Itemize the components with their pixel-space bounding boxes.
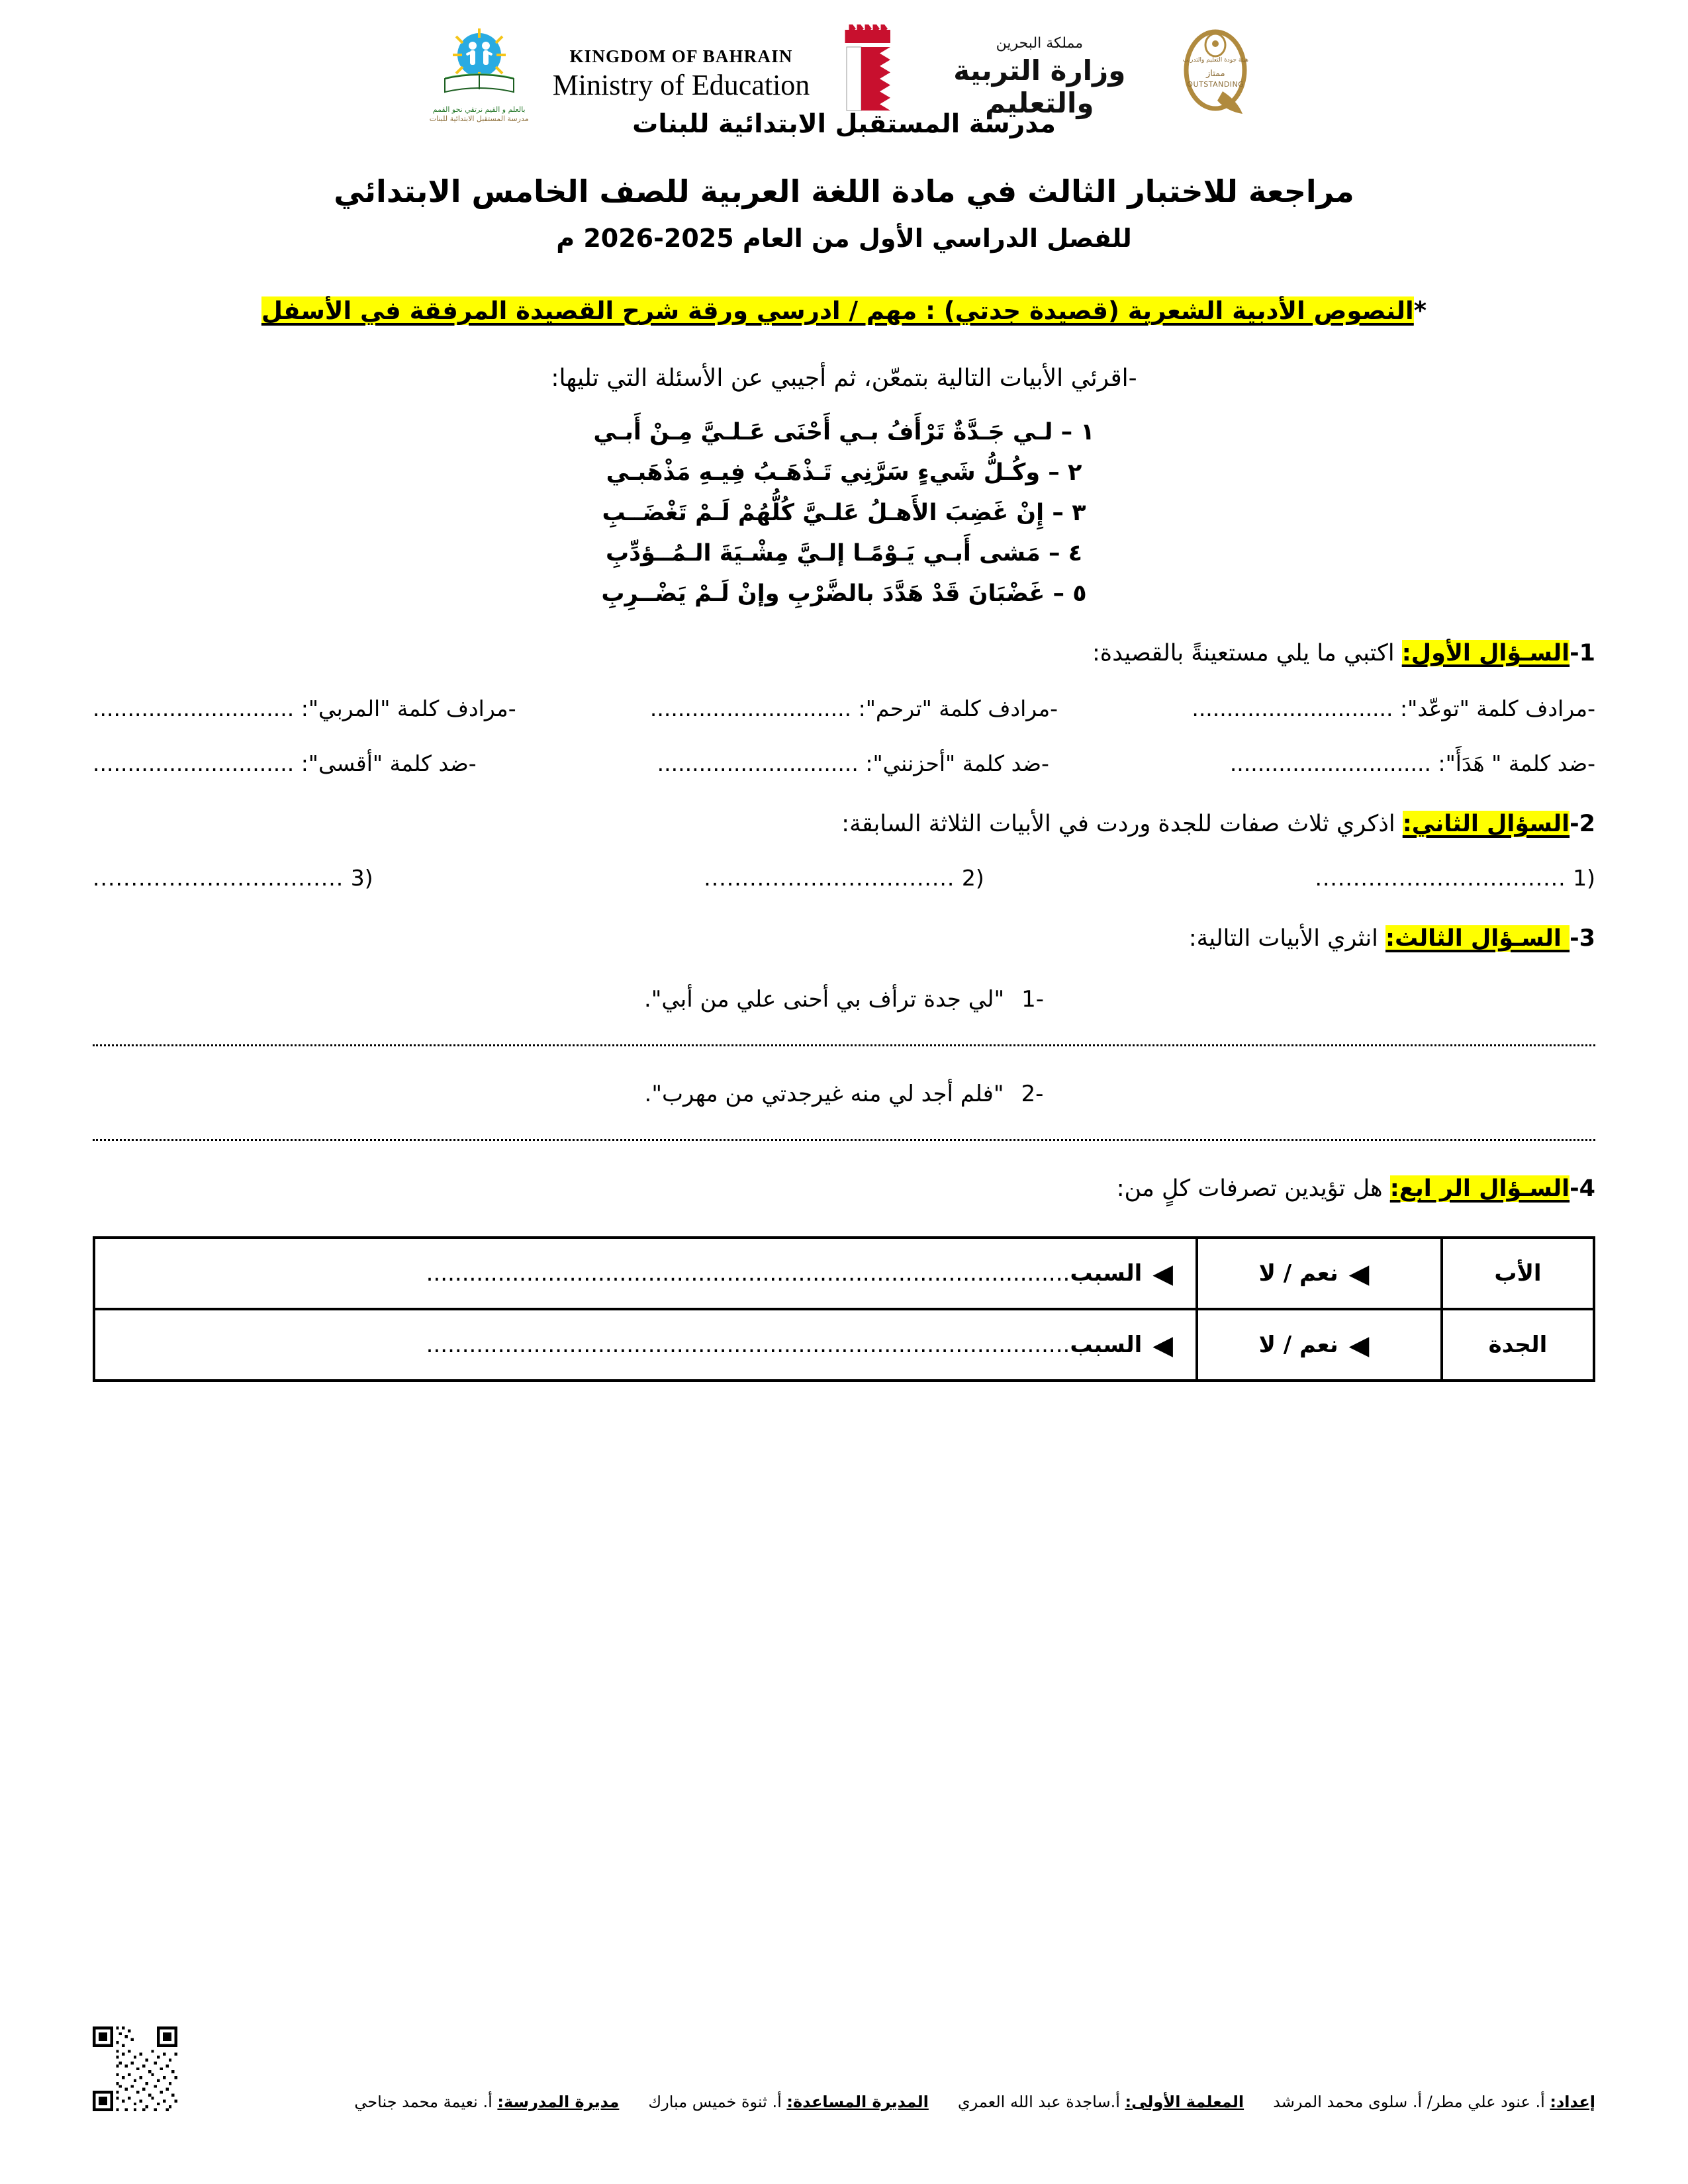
table-cell-reason[interactable] (94, 1238, 1197, 1309)
answer-line[interactable] (93, 1138, 1595, 1141)
school-name-heading: مدرسة المستقبل الابتدائية للبنات (632, 109, 1056, 139)
question-3-label: السـؤال الثالث: (1385, 925, 1570, 952)
synonym-blank[interactable] (650, 696, 1058, 721)
antonym-prompt: -ضد كلمة " هَدَأَ": (1431, 751, 1595, 776)
footer-credit-label: مديرة المدرسة: (497, 2093, 620, 2111)
school-crest-logo (423, 24, 536, 124)
question-2-answer-slots (93, 865, 1595, 891)
table-cell-reason[interactable] (94, 1309, 1197, 1381)
table-row (94, 1238, 1594, 1309)
yesno-choice[interactable]: نعم / لا (1258, 1259, 1338, 1287)
antonym-blank[interactable] (1230, 751, 1595, 776)
answer-dots: .......................................................................................... (426, 1331, 1070, 1358)
item-text: "لي جدة ترأف بي أحنى علي من أبي". (643, 986, 1005, 1013)
question-1-heading (93, 640, 1595, 666)
poem-verse: ٣ – إِنْ غَضِبَ الأَهـلُ عَلـيَّ كُلُّهُمْ لَـمْ تَغْضَــبِ (602, 500, 1086, 526)
synonym-prompt: -مرادف كلمة "المربي": (294, 696, 516, 721)
footer-credit-value: أ. ثنوة خميس مبارك (648, 2093, 787, 2111)
poem-verse: ٢ – وكُـلُّ شَيءٍ سَرَّنِي تَـذْهَـبُ فِيـهِ مَذْهَبـي (606, 459, 1082, 486)
poem-block (93, 421, 1595, 606)
quality-badge-arabic: ممتاز (1205, 68, 1225, 79)
synonyms-row (93, 696, 1595, 721)
ministry-arabic-wordmark (930, 24, 1149, 124)
table-row (94, 1309, 1594, 1381)
page-title: مراجعة للاختبار الثالث في مادة اللغة العربية للصف الخامس الابتدائي (334, 173, 1354, 209)
question-3-item (93, 1081, 1595, 1107)
antonym-blank[interactable] (93, 751, 477, 776)
left-arrow-icon: ◀ (1152, 1330, 1173, 1361)
slot-number: (1 (1573, 865, 1595, 891)
table-cell-yesno[interactable] (1197, 1309, 1442, 1381)
answer-dots: ............................. (1229, 751, 1432, 776)
reading-instruction: -اقرئي الأبيات التالية بتمعّن، ثم أجيبي عن الأسئلة التي تليها: (551, 365, 1137, 392)
question-1-label: السـؤال الأول: (1401, 640, 1570, 666)
open-book-icon (440, 28, 519, 100)
footer-credit-label: إعداد: (1550, 2093, 1595, 2111)
qr-code-icon[interactable] (93, 2026, 177, 2111)
question-2-number: 2- (1570, 811, 1595, 837)
answer-slot[interactable] (93, 865, 373, 891)
question-2-heading (93, 811, 1595, 837)
left-arrow-icon: ◀ (1152, 1258, 1173, 1289)
question-3-number: 3- (1570, 925, 1595, 952)
yesno-choice[interactable]: نعم / لا (1258, 1331, 1338, 1358)
table-cell-subject: الجدة (1442, 1309, 1594, 1381)
reason-label: السبب (1070, 1259, 1143, 1287)
antonym-blank[interactable] (657, 751, 1049, 776)
question-4-heading (93, 1175, 1595, 1202)
question-3-body: انثري الأبيات التالية: (1188, 925, 1385, 952)
slot-number: (3 (350, 865, 373, 891)
kingdom-of-bahrain-text: KINGDOM OF BAHRAIN (569, 46, 793, 67)
section-note (93, 296, 1595, 325)
slot-number: (2 (961, 865, 984, 891)
answer-dots: ............................. (657, 751, 859, 776)
poem-verse: ٤ – مَشى أَبـي يَـوْمًـا إلـيَّ مِشْـيَةَ الـمُــؤدِّبِ (605, 540, 1083, 567)
answer-dots: ................................. (704, 865, 955, 891)
section-note-highlighted: النصوص الأدبية الشعرية (قصيدة جدتي) : مهم / ادرسي ورقة شرح القصيدة المرفقة في الأسفل (261, 296, 1414, 325)
question-4-body: هل تؤيدين تصرفات كلٍ من: (1116, 1175, 1390, 1202)
question-2-body: اذكري ثلاث صفات للجدة وردت في الأبيات الثلاثة السابقة: (841, 811, 1403, 837)
ministry-of-education-text: Ministry of Education (552, 68, 810, 101)
table-cell-yesno[interactable] (1197, 1238, 1442, 1309)
question-1-number: 1- (1570, 640, 1595, 666)
page-subtitle: للفصل الدراسي الأول من العام 2025-2026 م (556, 224, 1132, 253)
question-3-heading (93, 925, 1595, 952)
question-4-label: السـؤال الر ابع: (1389, 1175, 1570, 1202)
quality-badge-english: OUTSTANDING (1187, 79, 1244, 89)
footer-credit-entry (648, 2093, 929, 2111)
left-arrow-icon: ◀ (1348, 1330, 1370, 1361)
poem-verse: ٥ – غَضْبَانَ قَدْ هَدَّدَ بالضَّرْبِ وإنْ لَـمْ يَضْــرِبِ (601, 580, 1087, 607)
synonym-blank[interactable] (93, 696, 516, 721)
answer-dots: ................................. (1315, 865, 1566, 891)
footer-credit-label: المعلمة الأولى: (1125, 2093, 1244, 2111)
header-logo-band (93, 0, 1595, 125)
poem-verse: ١ – لـي جَـدَّةٌ تَرْأَفُ بـي أَحْنَى عَـلـيَّ مِـنْ أَبـي (593, 419, 1095, 445)
answer-dots: ............................. (93, 696, 295, 721)
crest-caption-line2: مدرسة المستقبل الابتدائية للبنات (429, 114, 529, 123)
footer (93, 2026, 1595, 2111)
section-note-asterisk: * (1413, 296, 1427, 325)
item-text: "فلم أجد لي منه غيرجدتي من مهرب". (644, 1081, 1004, 1107)
answer-dots: ................................. (93, 865, 344, 891)
footer-credit-value: أ. نعيمة محمد جناحي (354, 2093, 498, 2111)
quality-badge-text (1166, 57, 1265, 89)
answer-dots: ............................. (1192, 696, 1393, 721)
crest-caption-line1: بالعلم و القيم نرتقي نحو القمم (432, 105, 526, 114)
item-number: -1 (1021, 986, 1045, 1013)
answer-slot[interactable] (1315, 865, 1595, 891)
reason-label: السبب (1070, 1331, 1143, 1358)
question-1-body: اكتبي ما يلي مستعينةً بالقصيدة: (1092, 640, 1402, 666)
synonym-blank[interactable] (1192, 696, 1595, 721)
footer-credit-entry (1273, 2093, 1595, 2111)
bahrain-flag-crest-icon (827, 24, 913, 124)
ministry-of-education-arabic: وزارة التربية والتعليم (953, 54, 1126, 119)
item-number: -2 (1021, 1081, 1044, 1107)
synonym-prompt: -مرادف كلمة "توعّد": (1393, 696, 1595, 721)
footer-credit-entry (958, 2093, 1244, 2111)
answer-dots: ............................. (93, 751, 295, 776)
footer-credit-entry (354, 2093, 619, 2111)
table-cell-subject: الأب (1442, 1238, 1594, 1309)
question-2-label: السؤال الثاني: (1402, 811, 1570, 837)
footer-credit-label: المديرة المساعدة: (786, 2093, 929, 2111)
answer-line[interactable] (93, 1043, 1595, 1046)
footer-credit-value: أ.ساجدة عبد الله العمري (957, 2093, 1125, 2111)
answer-dots: .......................................................................................... (426, 1259, 1070, 1287)
question-4-number: 4- (1570, 1175, 1595, 1202)
ministry-english-wordmark (553, 47, 810, 101)
answer-dots: ............................. (649, 696, 852, 721)
antonym-prompt: -ضد كلمة "أقسى": (294, 751, 477, 776)
quality-authority-name: هيئة جودة التعليم والتدريب (1182, 57, 1248, 64)
synonym-prompt: -مرادف كلمة "ترحم": (851, 696, 1058, 721)
antonyms-row (93, 751, 1595, 776)
question-3-item (93, 986, 1595, 1013)
footer-credits (354, 2093, 1595, 2111)
footer-credit-value: أ. عنود علي مطر/ أ. سلوى محمد المرشد (1273, 2093, 1550, 2111)
answer-slot[interactable] (704, 865, 984, 891)
left-arrow-icon: ◀ (1348, 1258, 1370, 1289)
opinion-table (93, 1236, 1595, 1382)
kingdom-of-bahrain-arabic: مملكة البحرين (996, 34, 1083, 52)
antonym-prompt: -ضد كلمة "أحزنني": (858, 751, 1049, 776)
